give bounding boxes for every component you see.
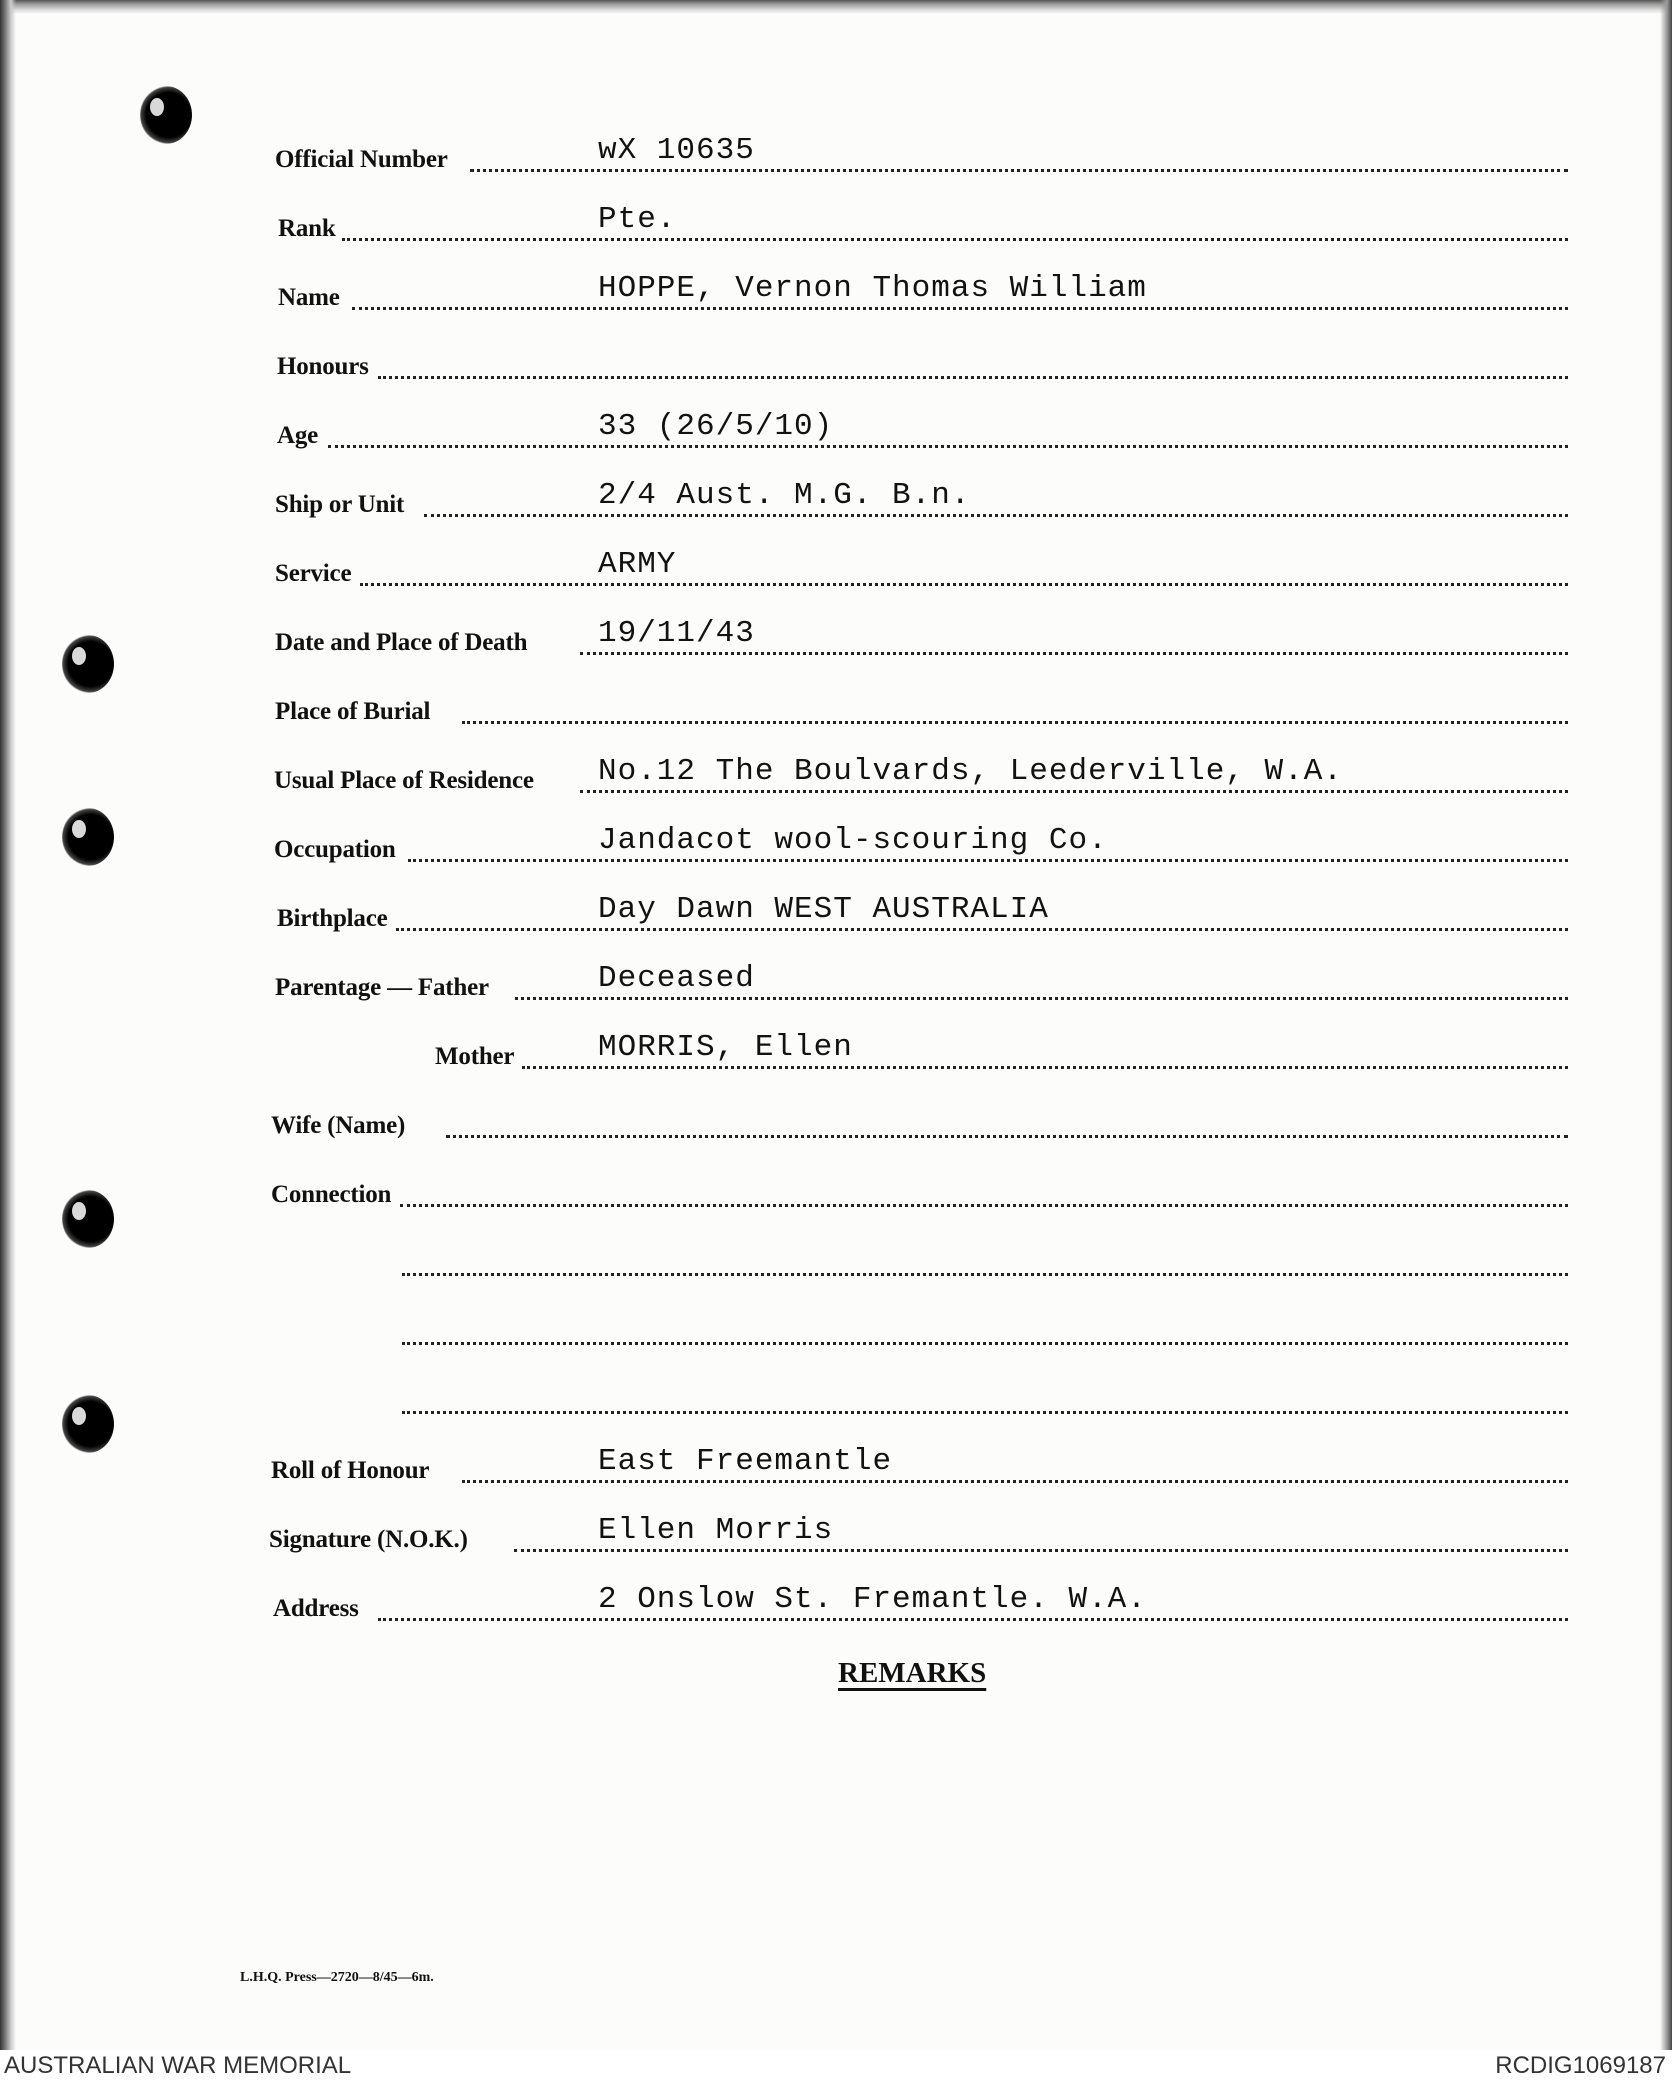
field-value: HOPPE, Vernon Thomas William [598, 271, 1147, 306]
field-value: 33 (26/5/10) [598, 409, 834, 444]
field-wife-name [0, 1094, 1672, 1154]
field-value: East Freemantle [598, 1444, 893, 1479]
connection-blank-line [0, 1232, 1672, 1292]
field-label: Occupation [274, 836, 396, 863]
field-ship-or-unit [0, 473, 1672, 533]
field-label: Parentage — Father [275, 974, 489, 1001]
field-service [0, 542, 1672, 602]
field-value: 2 Onslow St. Fremantle. W.A. [598, 1582, 1147, 1617]
field-value: MORRIS, Ellen [598, 1030, 853, 1065]
dotted-line [514, 1549, 1568, 1552]
field-value: ARMY [598, 547, 677, 582]
field-label: Name [278, 284, 340, 311]
field-value: Deceased [598, 961, 755, 996]
dotted-line [462, 721, 1568, 724]
dotted-line [424, 514, 1568, 517]
dotted-line [328, 445, 1568, 448]
field-date-place-of-death [0, 611, 1672, 671]
dotted-line [360, 583, 1568, 586]
field-label: Address [273, 1595, 359, 1622]
field-label: Mother [435, 1043, 515, 1070]
field-value: 2/4 Aust. M.G. B.n. [598, 478, 971, 513]
field-label: Rank [278, 215, 336, 242]
dotted-line [580, 652, 1568, 655]
field-connection [0, 1163, 1672, 1223]
field-label: Place of Burial [275, 698, 431, 725]
scan-edge-top [0, 0, 1672, 14]
connection-blank-line [0, 1301, 1672, 1361]
field-value: 19/11/43 [598, 616, 755, 651]
field-label: Age [277, 422, 319, 449]
field-honours [0, 335, 1672, 395]
connection-blank-line [0, 1370, 1672, 1430]
field-label: Date and Place of Death [275, 629, 528, 656]
field-label: Connection [271, 1181, 392, 1208]
field-label: Usual Place of Residence [274, 767, 534, 794]
field-usual-place-of-residence [0, 749, 1672, 809]
field-value: wX 10635 [598, 133, 755, 168]
field-name [0, 266, 1672, 326]
dotted-line [402, 1411, 1568, 1414]
printer-imprint: L.H.Q. Press—2720—8/45—6m. [240, 1970, 434, 1985]
field-label: Signature (N.O.K.) [269, 1526, 468, 1553]
remarks-heading: REMARKS [838, 1657, 987, 1689]
field-signature-nok [0, 1508, 1672, 1568]
dotted-line [462, 1480, 1568, 1483]
field-parentage-father [0, 956, 1672, 1016]
field-label: Ship or Unit [275, 491, 405, 518]
field-label: Wife (Name) [271, 1112, 406, 1139]
dotted-line [342, 238, 1568, 241]
field-label: Official Number [275, 146, 448, 173]
field-place-of-burial [0, 680, 1672, 740]
field-label: Honours [277, 353, 369, 380]
field-label: Service [275, 560, 352, 587]
dotted-line [378, 376, 1568, 379]
dotted-line [402, 1342, 1568, 1345]
field-birthplace [0, 887, 1672, 947]
dotted-line [378, 1618, 1568, 1621]
dotted-line [400, 1204, 1568, 1207]
field-mother [0, 1025, 1672, 1085]
field-official-number [0, 128, 1672, 188]
dotted-line [522, 1066, 1568, 1069]
field-label: Birthplace [277, 905, 388, 932]
field-occupation [0, 818, 1672, 878]
archive-reference-id: RCDIG1069187 [1495, 2052, 1666, 2079]
dotted-line [408, 859, 1568, 862]
field-rank [0, 197, 1672, 257]
field-value: Ellen Morris [598, 1513, 834, 1548]
dotted-line [515, 997, 1568, 1000]
dotted-line [470, 169, 1568, 172]
field-label: Roll of Honour [271, 1457, 430, 1484]
field-value: Jandacot wool-scouring Co. [598, 823, 1108, 858]
dotted-line [352, 307, 1568, 310]
archive-credit: AUSTRALIAN WAR MEMORIAL [4, 2052, 352, 2079]
field-value: Day Dawn WEST AUSTRALIA [598, 892, 1049, 927]
field-age [0, 404, 1672, 464]
dotted-line [580, 790, 1568, 793]
field-value: No.12 The Boulvards, Leederville, W.A. [598, 754, 1343, 789]
field-roll-of-honour [0, 1439, 1672, 1499]
dotted-line [446, 1135, 1568, 1138]
field-value: Pte. [598, 202, 677, 237]
field-address [0, 1577, 1672, 1637]
dotted-line [396, 928, 1568, 931]
dotted-line [402, 1273, 1568, 1276]
